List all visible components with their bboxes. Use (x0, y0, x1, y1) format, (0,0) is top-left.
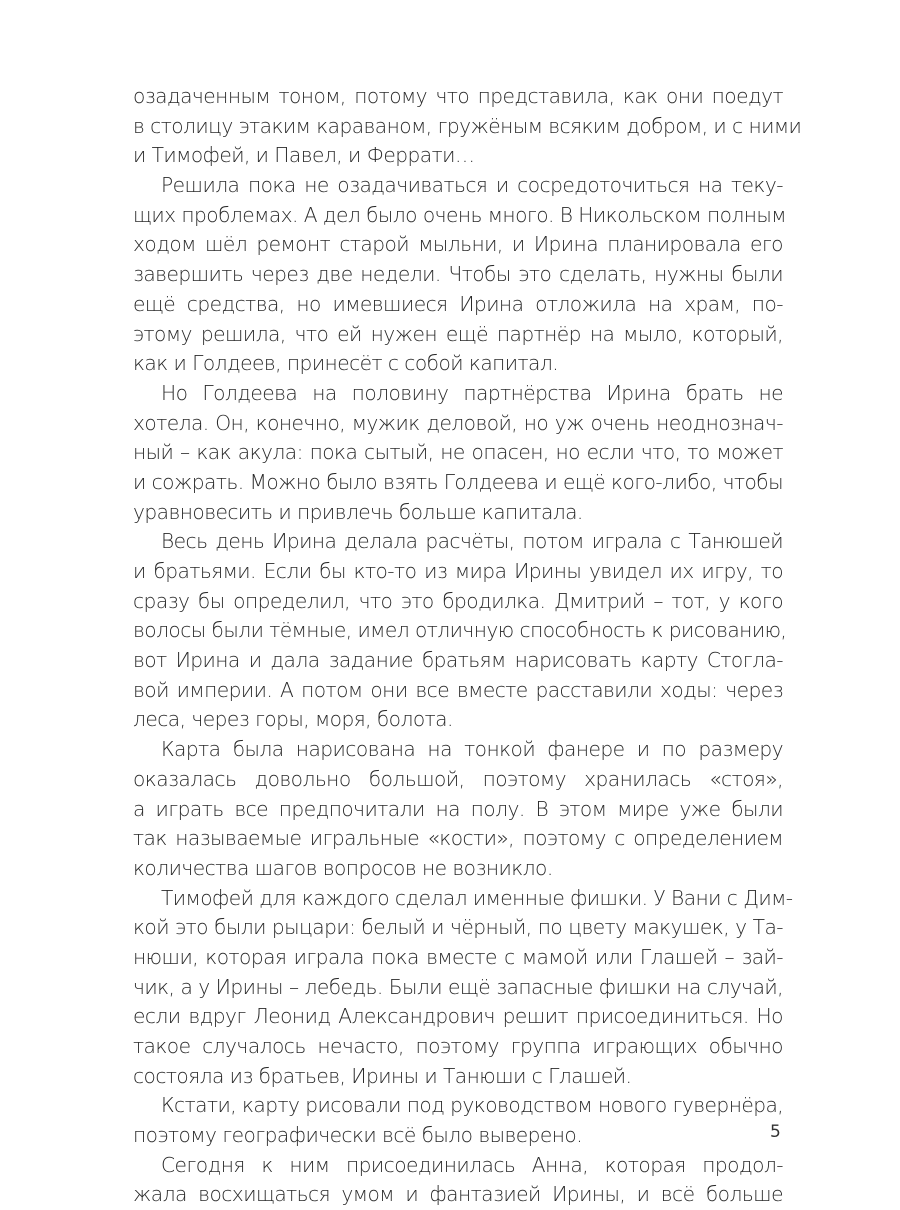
text-line: озадаченным тоном, потому что представила, как они поедут (133, 84, 783, 108)
text-line: нюши, которая играла пока вместе с мамой или Глашей – зай- (133, 944, 783, 969)
paragraph (133, 1151, 783, 1210)
text-line: уравновесить и привлечь больше капитала. (133, 499, 583, 524)
text-line: кой это были рыцари: белый и чёрный, по цвету макушек, у Та- (133, 915, 783, 940)
text-line: и Тимофей, и Павел, и Феррати… (133, 143, 475, 168)
text-line: и сожрать. Можно было взять Голдеева и ещё кого-либо, чтобы (133, 469, 783, 494)
page-body (133, 82, 802, 1210)
paragraph (133, 527, 787, 735)
paragraph (133, 82, 802, 171)
text-line: чик, а у Ирины – лебедь. Были ещё запасные фишки на случай, (133, 974, 783, 999)
text-line: Тимофей для каждого сделал именные фишки. У Вани с Дим- (161, 885, 793, 910)
text-line: этому решила, что ей нужен ещё партнёр на мыло, который, (133, 321, 783, 346)
text-line: сразу бы определил, что это бродилка. Дмитрий – тот, у кого (133, 588, 783, 613)
text-line: завершить через две недели. Чтобы это сделать, нужны были (133, 262, 783, 287)
text-line: количества шагов вопросов не возникло. (133, 855, 553, 880)
paragraph (133, 171, 786, 379)
text-line: ходом шёл ремонт старой мыльни, и Ирина планировала его (133, 232, 783, 257)
page-number: 5 (770, 1122, 781, 1142)
text-line: в столицу этаким караваном, гружёным всяким добром, и с ними (133, 113, 802, 138)
text-line: ный – как акула: пока сытый, не опасен, но если что, то может (133, 440, 783, 465)
text-line: хотела. Он, конечно, мужик деловой, но уж очень неоднознач- (133, 410, 783, 435)
text-line: щих проблемах. А дел было очень много. В Никольском полным (133, 202, 786, 227)
text-line: Карта была нарисована на тонкой фанере и по размеру (161, 737, 783, 762)
text-line: как и Голдеев, принесёт с собой капитал. (133, 351, 559, 376)
text-line: ещё средства, но имевшиеся Ирина отложила на храм, по- (133, 291, 783, 316)
text-line: так называемые игральные «кости», поэтому с определением (133, 826, 783, 851)
text-line: если вдруг Леонид Александрович решит присоединиться. Но (133, 1004, 783, 1029)
text-line: и братьями. Если бы кто-то из мира Ирины увидел их игру, то (133, 559, 783, 583)
text-line: оказалась довольно большой, поэтому хранилась «стоя», (133, 766, 783, 791)
text-line: Кстати, карту рисовали под руководством нового гувернёра, (161, 1093, 784, 1118)
text-line: Весь день Ирина делала расчёты, потом играла с Танюшей (161, 529, 783, 554)
paragraph (133, 735, 783, 883)
text-line: леса, через горы, моря, болота. (133, 707, 453, 732)
text-line: жала восхищаться умом и фантазией Ирины, и всё больше (133, 1182, 783, 1207)
text-line: такое случалось нечасто, поэтому группа играющих обычно (133, 1034, 783, 1058)
text-line: поэтому географически всё было выверено. (133, 1123, 583, 1148)
text-line: вот Ирина и дала задание братьям нарисовать карту Стогла- (133, 648, 783, 673)
text-line: Но Голдеева на половину партнёрства Ирина брать не (161, 380, 783, 405)
text-line: а играть все предпочитали на полу. В этом мире уже были (133, 796, 783, 821)
text-line: вой империи. А потом они все вместе расставили ходы: через (133, 677, 783, 702)
text-line: Решила пока не озадачиваться и сосредоточиться на теку- (161, 173, 783, 198)
text-line: состояла из братьев, Ирины и Танюши с Глашей. (133, 1063, 632, 1088)
text-line: волосы были тёмные, имел отличную способность к рисованию, (133, 618, 787, 643)
text-line: Сегодня к ним присоединилась Анна, которая продол- (161, 1152, 783, 1177)
paragraph (133, 884, 793, 1092)
paragraph (133, 1091, 783, 1150)
paragraph (133, 379, 783, 527)
